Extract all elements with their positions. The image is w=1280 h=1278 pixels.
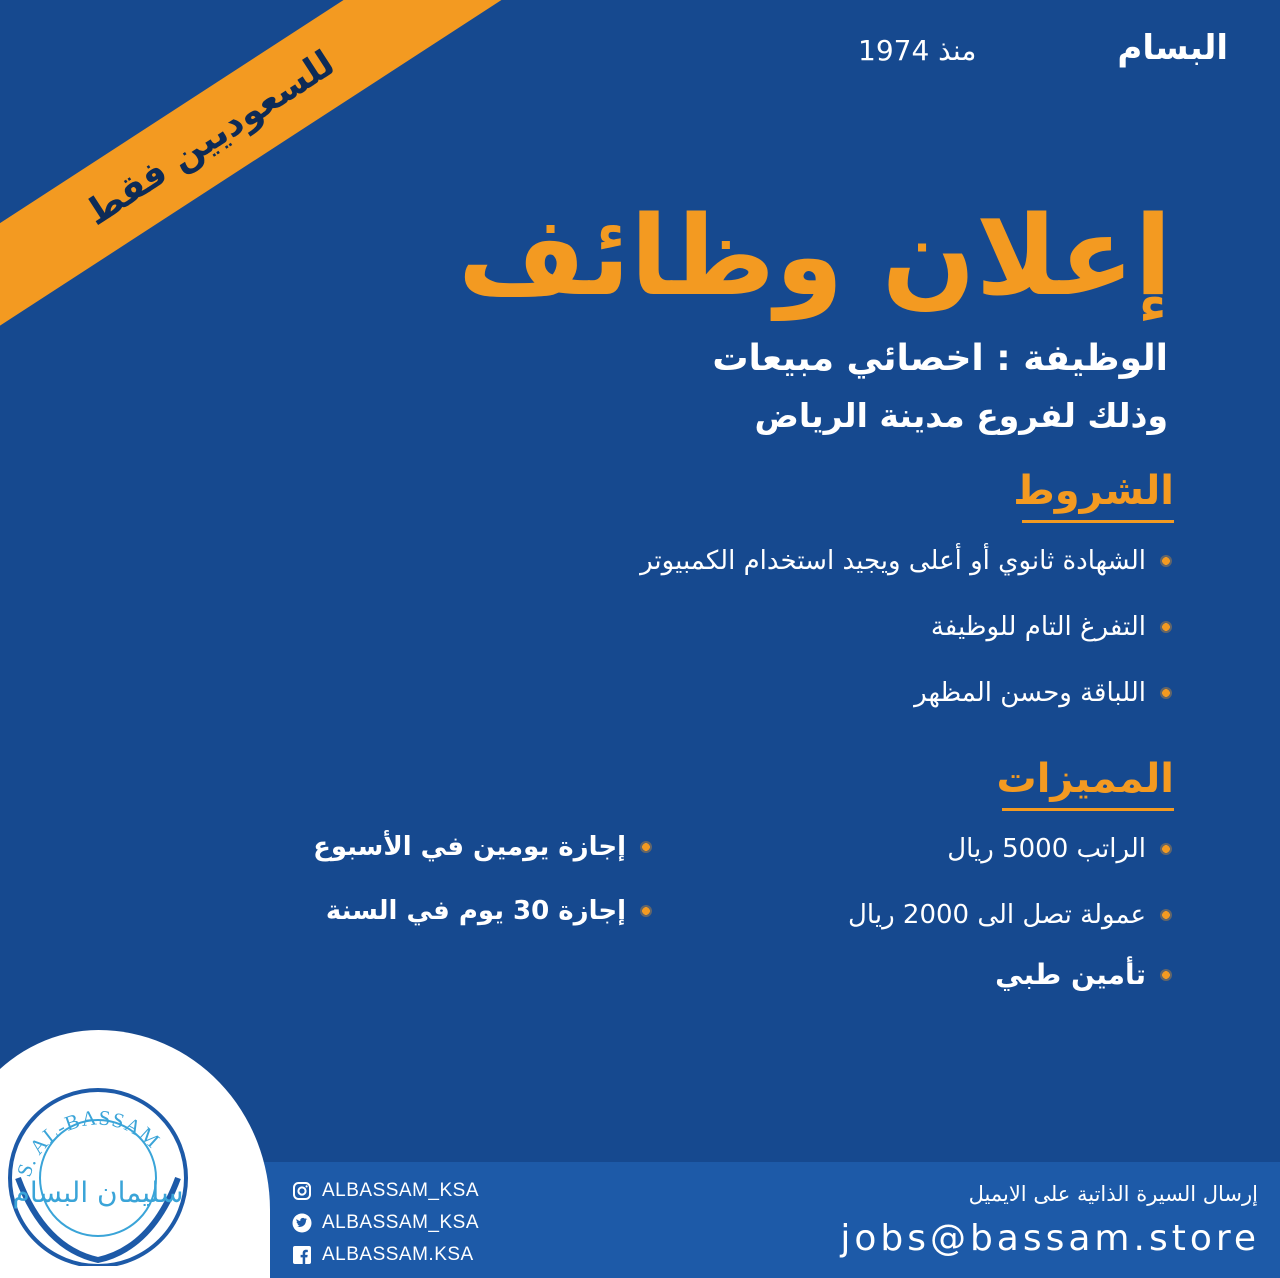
saudi-only-ribbon [0, 0, 510, 354]
condition-item [931, 612, 1172, 642]
feature-text: إجازة يومين في الأسبوع [313, 832, 626, 862]
job-position: الوظيفة : اخصائي مبيعات [712, 338, 1168, 379]
logo-ring-text: S. AL-BASSAM [11, 1105, 166, 1180]
bullet-icon [640, 841, 652, 853]
social-twitter[interactable] [292, 1212, 479, 1234]
features-heading: المميزات [1002, 756, 1174, 811]
condition-item [914, 678, 1172, 708]
social-handle: ALBASSAM.KSA [322, 1244, 474, 1265]
social-instagram[interactable] [292, 1180, 479, 1202]
job-location: وذلك لفروع مدينة الرياض [754, 396, 1168, 435]
condition-text: اللباقة وحسن المظهر [914, 678, 1146, 708]
bullet-icon [1160, 555, 1172, 567]
bullet-icon [1160, 621, 1172, 633]
feature-item [995, 958, 1172, 991]
condition-text: التفرغ التام للوظيفة [930, 612, 1146, 642]
bullet-icon [1160, 687, 1172, 699]
social-handle: ALBASSAM_KSA [322, 1180, 480, 1201]
feature-text: الراتب 5000 ريال [947, 834, 1146, 864]
feature-text: إجازة 30 يوم في السنة [325, 896, 626, 926]
condition-item [640, 546, 1172, 576]
company-seal-logo [4, 1078, 192, 1266]
social-handle: ALBASSAM_KSA [322, 1212, 480, 1233]
bullet-icon [1160, 843, 1172, 855]
facebook-icon [292, 1245, 312, 1265]
feature-item [313, 832, 652, 862]
social-facebook[interactable] [292, 1244, 474, 1266]
condition-text: الشهادة ثانوي أو أعلى ويجيد استخدام الكمبيوتر [640, 546, 1146, 576]
twitter-icon [292, 1213, 312, 1233]
feature-text: تأمين طبي [995, 958, 1146, 991]
brand-logo-text: البسام [1117, 28, 1228, 68]
page-title: إعلان وظائف [457, 192, 1172, 320]
logo-calligraphy: سليمان البسام [12, 1176, 184, 1209]
bullet-icon [1160, 909, 1172, 921]
feature-item [326, 896, 652, 926]
feature-item [947, 834, 1172, 864]
conditions-heading: الشروط [1022, 468, 1174, 523]
cv-instruction: إرسال السيرة الذاتية على الايميل [968, 1182, 1258, 1206]
feature-text: عمولة تصل الى 2000 ريال [848, 900, 1146, 930]
ribbon-text: للسعوديين فقط [78, 42, 342, 234]
bullet-icon [640, 905, 652, 917]
bullet-icon [1160, 969, 1172, 981]
since-year: منذ 1974 [858, 34, 977, 67]
feature-item [848, 900, 1172, 930]
email-link[interactable]: jobs@bassam.store [840, 1218, 1260, 1259]
instagram-icon [292, 1181, 312, 1201]
